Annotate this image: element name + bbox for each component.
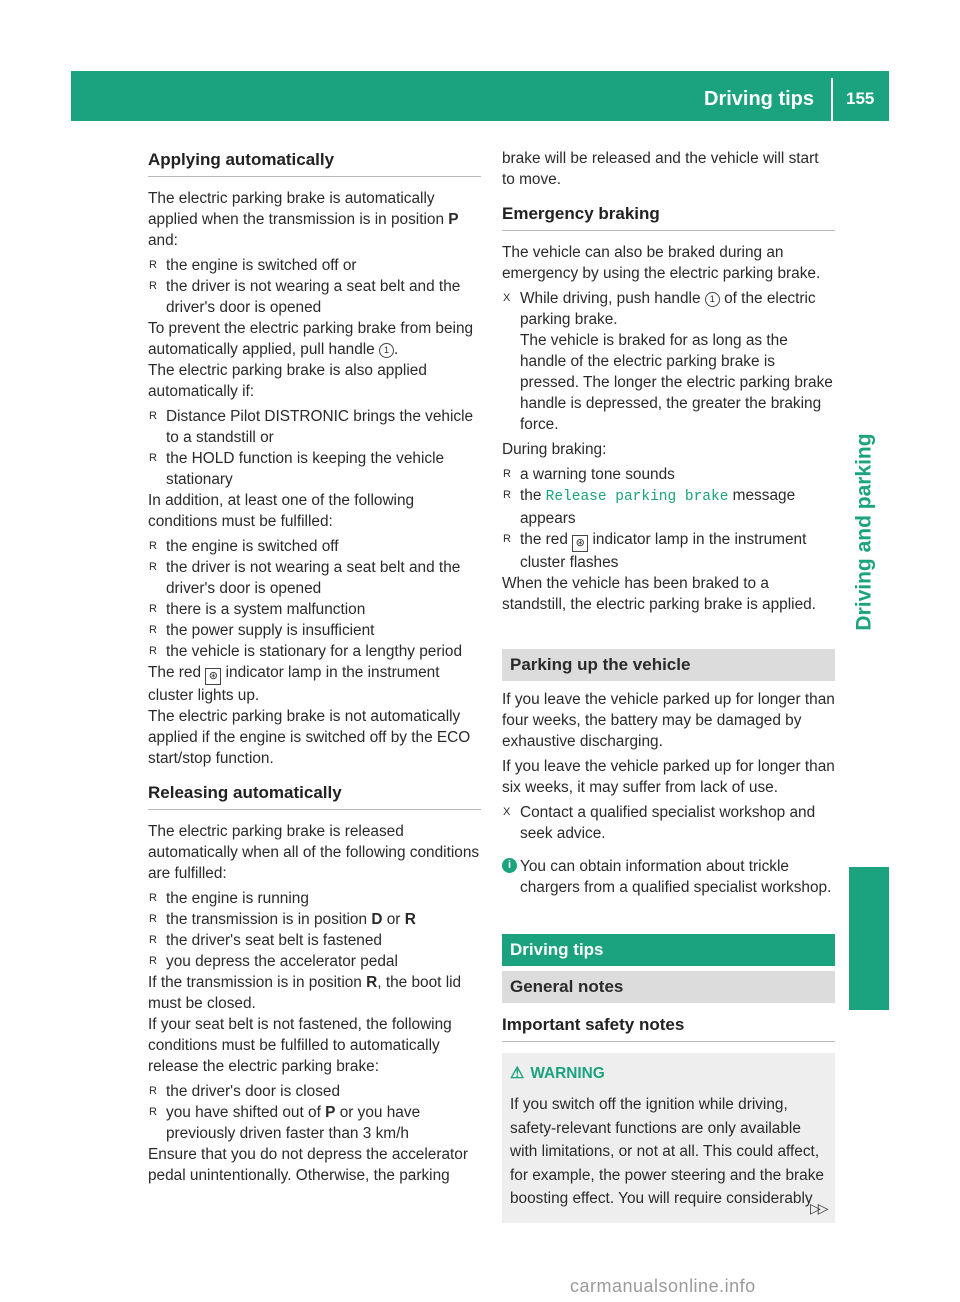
bullet-icon: R (149, 603, 157, 615)
warning-title-text: WARNING (530, 1065, 605, 1082)
release-boot-text: If the transmission is in position (148, 974, 367, 991)
list-item (148, 951, 481, 972)
side-section-label-text: Driving and parking (852, 433, 876, 631)
position-p: P (325, 1104, 336, 1121)
list-item-end: message appears (520, 487, 796, 527)
chapter-title: Driving tips (704, 88, 815, 110)
bullet-icon: R (149, 955, 157, 967)
eco-note: The electric parking brake is not automatically applied if the engine is switched off by the ECO start/stop function. (148, 708, 471, 767)
standstill-note: When the vehicle has been braked to a standstill, the electric parking brake is applied. (502, 575, 816, 613)
list-item (148, 620, 481, 641)
list-item-text: the transmission is in position (166, 911, 372, 928)
list-item (148, 448, 481, 490)
left-column (148, 148, 481, 1186)
lamp-note (148, 662, 481, 706)
bullet-icon: R (503, 533, 511, 545)
list-item (148, 888, 481, 909)
step-text: Contact a qualified specialist workshop and seek advice. (520, 804, 816, 842)
bullet-icon: R (149, 280, 157, 292)
position-r: R (404, 911, 416, 928)
list-item (148, 599, 481, 620)
list-item (502, 485, 835, 529)
list-item (502, 464, 835, 485)
bullet-icon: R (149, 1106, 157, 1118)
apply-intro (148, 188, 481, 251)
bullet-icon: R (503, 468, 511, 480)
list-item (148, 276, 481, 318)
watermark: carmanualsonline.info (570, 1276, 756, 1296)
instruction-step (502, 802, 835, 844)
list-item (148, 255, 481, 276)
step-text-end: of the electric parking brake. (520, 290, 816, 328)
list-item-text: the engine is running (166, 890, 309, 907)
lamp-note-text: The red (148, 664, 206, 681)
apply-intro-text: The electric parking brake is automatically applied when the transmission is in position (148, 190, 449, 228)
heading-releasing: Releasing automatically (148, 781, 481, 810)
list-item-text: the driver is not wearing a seat belt and the driver's door is opened (166, 278, 461, 316)
list-item-text: the driver is not wearing a seat belt and the driver's door is opened (166, 559, 461, 597)
list-item (148, 406, 481, 448)
position-d: D (371, 911, 383, 928)
apply-also: The electric parking brake is also applied automatically if: (148, 362, 427, 400)
list-item-text: the engine is switched off (166, 538, 339, 555)
section-band-parking: Parking up the vehicle (502, 649, 835, 681)
list-item (148, 536, 481, 557)
release-intro: The electric parking brake is released automatically when all of the following conditions are fulfilled: (148, 823, 480, 882)
step-detail: The vehicle is braked for as long as the handle of the electric parking brake is pressed. The longer the electric parking brake handle is depressed, the greater the braking force. (520, 332, 833, 433)
position-r: R (366, 974, 378, 991)
warning-triangle-icon: ⚠ (510, 1065, 525, 1082)
apply-intro-end: and: (148, 232, 178, 249)
list-item-end: indicator lamp in the instrument cluster flashes (520, 531, 807, 571)
bullet-icon: R (149, 452, 157, 464)
step-arrow-icon: X (503, 806, 511, 818)
release-ensure: Ensure that you do not depress the accelerator pedal unintentionally. Otherwise, the parking (148, 1146, 468, 1184)
heading-applying: Applying automatically (148, 148, 481, 177)
release-boot-end: , the boot lid must be closed. (148, 974, 462, 1012)
list-item-text: the red (520, 531, 573, 548)
apply-condition: In addition, at least one of the following conditions must be fulfilled: (148, 492, 415, 530)
apply-prevent (148, 318, 481, 360)
list-item-text: the power supply is insufficient (166, 622, 375, 639)
list-item-text: the driver's seat belt is fastened (166, 932, 382, 949)
list-item-or: or (382, 911, 405, 928)
bullet-icon: R (149, 540, 157, 552)
page-number: 155 (846, 89, 875, 108)
heading-emergency: Emergency braking (502, 202, 835, 231)
apply-prevent-end: . (394, 341, 399, 358)
continue-arrows-icon: ▷▷ (810, 1200, 826, 1216)
handle-number-icon: 1 (705, 292, 720, 307)
list-item-text: there is a system malfunction (166, 601, 366, 618)
emergency-intro: The vehicle can also be braked during an emergency by using the electric parking brake. (502, 244, 821, 282)
header-divider (831, 78, 833, 121)
warning-title (510, 1063, 827, 1085)
info-icon: i (502, 858, 517, 873)
side-section-label (842, 222, 886, 842)
list-item (148, 557, 481, 599)
bullet-icon: R (503, 489, 511, 501)
section-band-driving-tips: Driving tips (502, 934, 835, 966)
warning-text: If you switch off the ignition while driving, safety-relevant functions are only available with limitations, or not at all. This could affect, for example, the power steering and the brake boosting effect. You will require considerably (510, 1096, 824, 1207)
warning-box (502, 1053, 835, 1223)
lamp-note-end: indicator lamp in the instrument cluster lights up. (148, 664, 440, 704)
list-item-text: you depress the accelerator pedal (166, 953, 398, 970)
bullet-icon: R (149, 624, 157, 636)
apply-prevent-text: To prevent the electric parking brake from being automatically applied, pull handle (148, 320, 474, 358)
bullet-icon: R (149, 259, 157, 271)
bullet-icon: R (149, 892, 157, 904)
bullet-icon: R (149, 1085, 157, 1097)
list-item-end: or you have previously driven faster than 3 km/h (166, 1104, 421, 1142)
bullet-icon: R (149, 913, 157, 925)
parking-para-1: If you leave the vehicle parked up for longer than four weeks, the battery may be damaged by exhaustive discharging. (502, 691, 835, 750)
list-item (148, 930, 481, 951)
step-arrow-icon: X (503, 292, 511, 304)
list-item-text: the (520, 487, 546, 504)
bullet-icon: R (149, 561, 157, 573)
position-p: P (448, 211, 459, 228)
bullet-icon: R (149, 934, 157, 946)
info-text: You can obtain information about trickle chargers from a qualified specialist workshop. (520, 858, 832, 896)
parking-para-2: If you leave the vehicle parked up for longer than six weeks, it may suffer from lack of use. (502, 758, 835, 796)
step-text: While driving, push handle (520, 290, 705, 307)
heading-safety: Important safety notes (502, 1013, 835, 1042)
list-item-text: the vehicle is stationary for a lengthy period (166, 643, 463, 660)
parking-brake-lamp-icon: ⊛ (572, 535, 588, 552)
list-item-text: you have shifted out of (166, 1104, 326, 1121)
continued-text: brake will be released and the vehicle will start to move. (502, 150, 819, 188)
bullet-icon: R (149, 645, 157, 657)
instruction-step (502, 288, 835, 435)
side-tab-marker (849, 867, 889, 1010)
list-item-text: Distance Pilot DISTRONIC brings the vehicle to a standstill or (166, 408, 474, 446)
display-message: Release parking brake (545, 489, 729, 505)
section-band-general-notes: General notes (502, 971, 835, 1003)
parking-brake-lamp-icon: ⊛ (205, 668, 221, 685)
list-item-text: the HOLD function is keeping the vehicle stationary (166, 450, 445, 488)
list-item (502, 529, 835, 573)
release-boot (148, 972, 481, 1014)
list-item (148, 641, 481, 662)
list-item (148, 1102, 481, 1144)
list-item-text: the engine is switched off or (166, 257, 357, 274)
right-column (502, 148, 835, 1223)
release-seatbelt: If your seat belt is not fastened, the following conditions must be fulfilled to automatically release the electric parking brake: (148, 1016, 452, 1075)
list-item-text: the driver's door is closed (166, 1083, 341, 1100)
info-note (502, 856, 835, 898)
during-braking: During braking: (502, 441, 607, 458)
bullet-icon: R (149, 410, 157, 422)
list-item (148, 1081, 481, 1102)
handle-number-icon: 1 (379, 343, 394, 358)
list-item-text: a warning tone sounds (520, 466, 675, 483)
list-item (148, 909, 481, 930)
